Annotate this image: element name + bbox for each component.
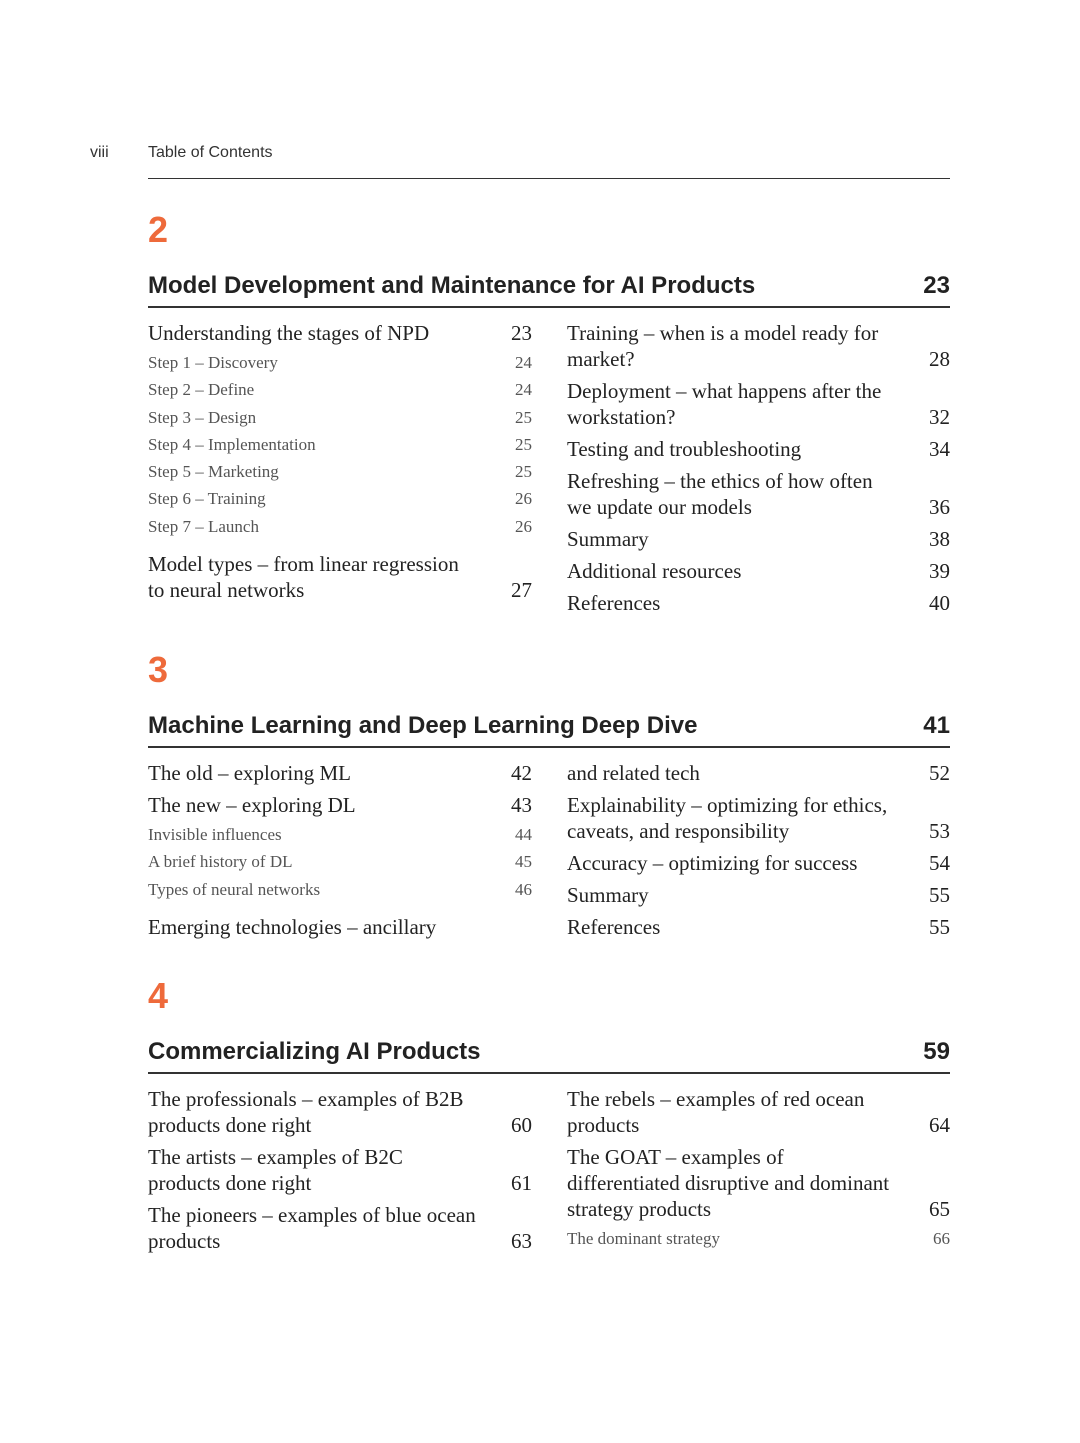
chapter-2 bbox=[148, 209, 950, 615]
toc-entry[interactable]: The professionals – examples of B2B products done right 60 bbox=[148, 1087, 532, 1137]
toc-entry[interactable]: Emerging technologies – ancillary bbox=[148, 914, 437, 939]
toc-subentry[interactable]: The dominant strategy 66 bbox=[567, 1229, 950, 1248]
toc-subentry[interactable]: Types of neural networks 46 bbox=[148, 879, 532, 899]
toc-entry[interactable]: The GOAT – examples of differentiated disruptive and dominant strategy products 65 bbox=[567, 1145, 950, 1221]
toc-entry[interactable]: References 55 bbox=[567, 915, 950, 939]
toc-entry[interactable]: and related tech 52 bbox=[567, 761, 950, 785]
toc-subentry[interactable]: Step 5 – Marketing 25 bbox=[148, 462, 532, 482]
toc-entry[interactable]: Testing and troubleshooting 34 bbox=[567, 437, 950, 461]
chapter-page: 59 bbox=[923, 1038, 950, 1065]
toc-subentry[interactable]: Step 4 – Implementation 25 bbox=[148, 434, 532, 454]
chapter-title[interactable]: Machine Learning and Deep Learning Deep Dive bbox=[148, 712, 698, 739]
toc-entry[interactable]: The artists – examples of B2C products done right 61 bbox=[148, 1145, 532, 1195]
toc-entry[interactable]: Accuracy – optimizing for success 54 bbox=[567, 851, 950, 875]
toc-subentry[interactable]: A brief history of DL 45 bbox=[148, 852, 532, 872]
toc-entry[interactable]: Model types – from linear regression to neural networks 27 bbox=[148, 552, 532, 603]
toc-entry[interactable]: Training – when is a model ready for market? 28 bbox=[567, 321, 950, 371]
chapter-number: 2 bbox=[148, 209, 169, 250]
chapter-3 bbox=[148, 649, 950, 939]
chapter-title[interactable]: Model Development and Maintenance for AI Products bbox=[148, 272, 756, 299]
toc-entry[interactable]: Summary 55 bbox=[567, 883, 950, 907]
chapter-number: 3 bbox=[148, 649, 169, 690]
toc-entry[interactable]: Summary 38 bbox=[567, 527, 950, 551]
chapter-4 bbox=[148, 975, 950, 1253]
header-rule bbox=[148, 178, 950, 179]
left-column bbox=[148, 1086, 532, 1260]
toc-entry[interactable]: Refreshing – the ethics of how often we update our models 36 bbox=[567, 469, 950, 519]
toc-entry[interactable]: The new – exploring DL 43 bbox=[148, 793, 532, 817]
toc-subentry[interactable]: Step 1 – Discovery 24 bbox=[148, 353, 532, 372]
toc-subentry[interactable]: Invisible influences 44 bbox=[148, 825, 532, 844]
running-head-title: Table of Contents bbox=[148, 144, 273, 161]
toc-entry[interactable]: Explainability – optimizing for ethics, caveats, and responsibility 53 bbox=[567, 793, 950, 843]
toc-entry[interactable]: References 40 bbox=[567, 591, 950, 615]
chapter-page: 23 bbox=[923, 272, 950, 299]
toc-entry[interactable]: The rebels – examples of red ocean products 64 bbox=[567, 1087, 950, 1137]
toc-entry[interactable]: Additional resources 39 bbox=[567, 559, 950, 583]
chapter-title-row[interactable] bbox=[148, 270, 950, 308]
toc-entry[interactable]: Understanding the stages of NPD 23 bbox=[148, 321, 532, 345]
chapter-title-row[interactable] bbox=[148, 1036, 950, 1074]
toc-subentry[interactable]: Step 7 – Launch 26 bbox=[148, 516, 532, 536]
toc-entry[interactable]: The old – exploring ML 42 bbox=[148, 761, 532, 785]
left-column bbox=[148, 760, 532, 946]
right-column bbox=[567, 760, 950, 946]
toc-entry[interactable]: Deployment – what happens after the workstation? 32 bbox=[567, 379, 950, 429]
chapter-title[interactable]: Commercializing AI Products bbox=[148, 1038, 481, 1065]
running-head bbox=[90, 144, 950, 164]
toc-entry[interactable]: The pioneers – examples of blue ocean products 63 bbox=[148, 1203, 532, 1253]
chapter-title-row[interactable] bbox=[148, 710, 950, 748]
page-number: viii bbox=[90, 144, 109, 161]
toc-subentry[interactable]: Step 2 – Define 24 bbox=[148, 380, 532, 400]
toc-subentry[interactable]: Step 3 – Design 25 bbox=[148, 407, 532, 427]
toc-subentry[interactable]: Step 6 – Training 26 bbox=[148, 489, 532, 509]
chapter-page: 41 bbox=[923, 712, 950, 739]
right-column bbox=[567, 1086, 950, 1255]
left-column bbox=[148, 320, 532, 609]
chapter-number: 4 bbox=[148, 975, 169, 1016]
right-column bbox=[567, 320, 950, 622]
